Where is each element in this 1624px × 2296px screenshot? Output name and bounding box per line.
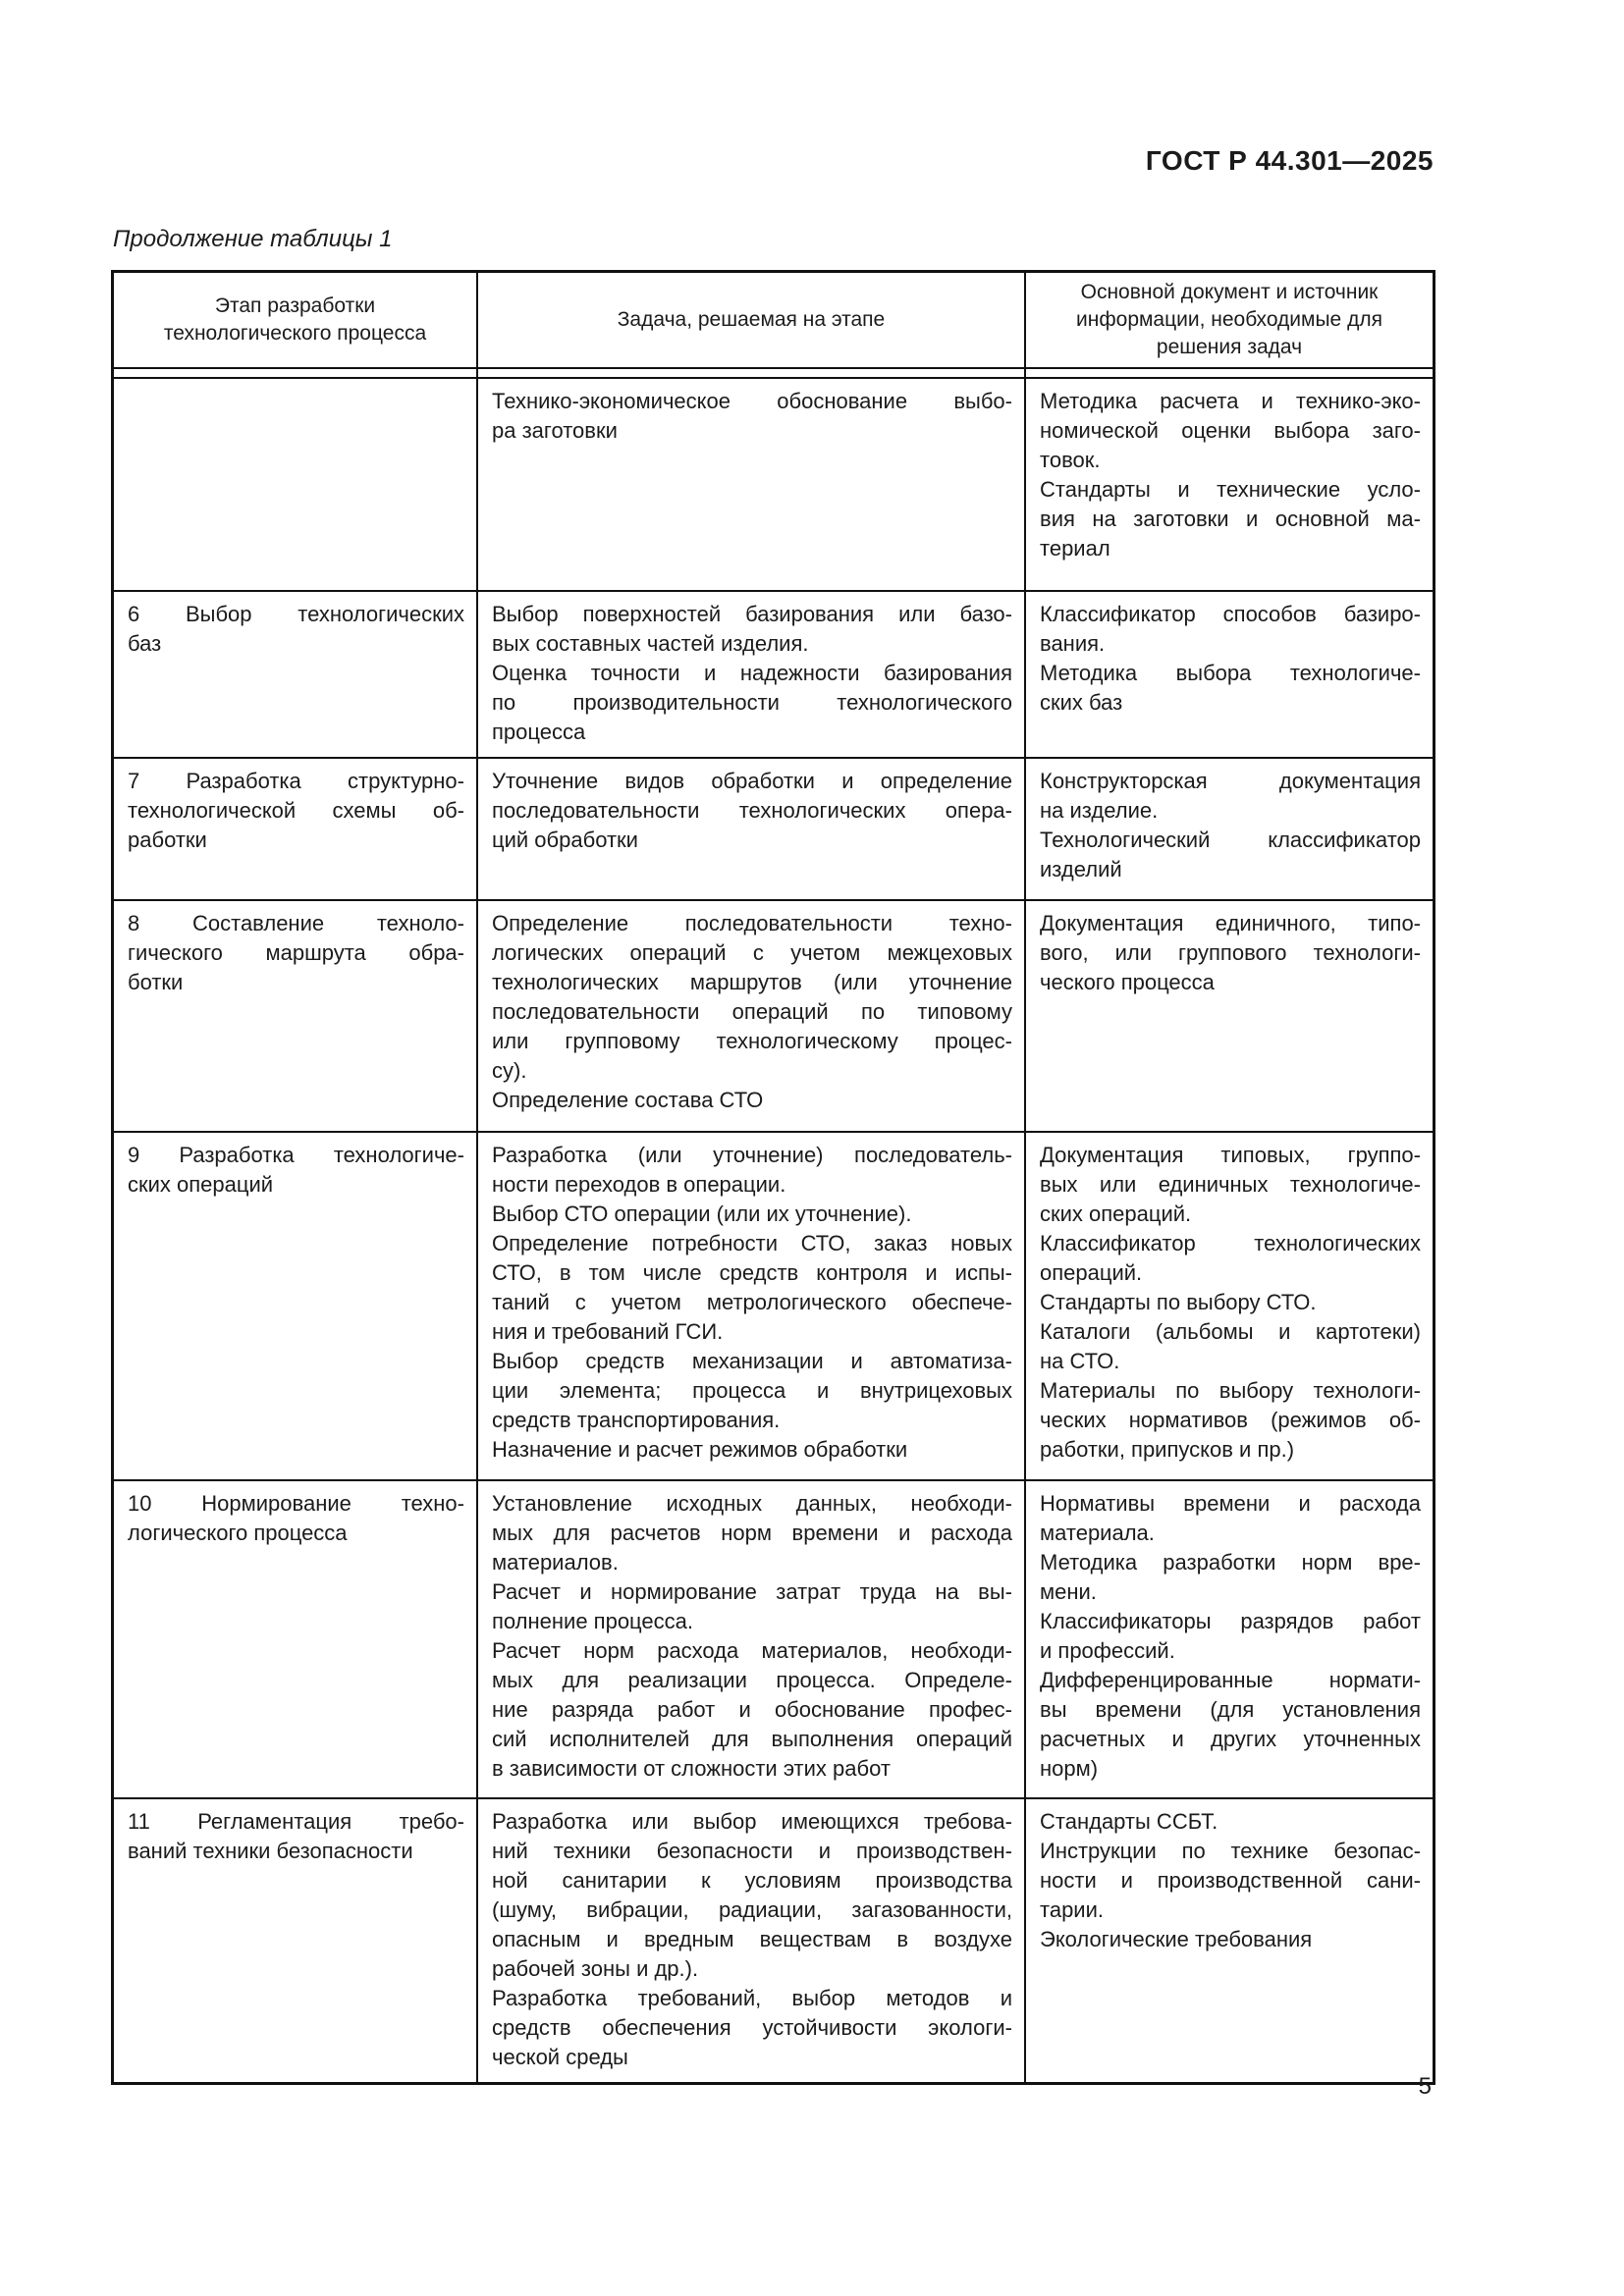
- cell-stage: [114, 1133, 478, 1479]
- header-line: технологического процесса: [163, 322, 427, 345]
- cell-line: опасным и вредным веществам в воздухе: [492, 1927, 1012, 1951]
- cell-line: сий исполнителей для выполнения операций: [492, 1727, 1012, 1751]
- cell-line: териал: [1040, 536, 1110, 561]
- cell-line: Классификаторы разрядов работ: [1040, 1609, 1421, 1633]
- cell-stage: [114, 592, 478, 757]
- cell-line: последовательности технологических опера-: [492, 798, 1012, 823]
- cell-line: норм): [1040, 1756, 1099, 1781]
- cell-line: Нормативы времени и расхода: [1040, 1491, 1421, 1516]
- cell-task: [478, 759, 1026, 899]
- header-line: Основной документ и источник: [1080, 281, 1379, 303]
- header-line: Этап разработки: [214, 294, 376, 317]
- cell-line: Определение состава СТО: [492, 1088, 764, 1112]
- cell-line: рабочей зоны и др.).: [492, 1956, 699, 1981]
- cell-docs: [1026, 379, 1433, 590]
- cell-line: Установление исходных данных, необходи-: [492, 1491, 1012, 1516]
- cell-docs: [1026, 592, 1433, 757]
- table: [111, 270, 1435, 2085]
- table-row: [114, 901, 1433, 1133]
- cell-line: ной санитарии к условиям производства: [492, 1868, 1012, 1893]
- cell-line: номической оценки выбора заго-: [1040, 418, 1421, 443]
- cell-line: Уточнение видов обработки и определение: [492, 769, 1012, 793]
- header-line: решения задач: [1156, 336, 1303, 358]
- cell-line: на изделие.: [1040, 798, 1159, 823]
- cell-line: средств транспортирования.: [492, 1408, 781, 1432]
- cell-stage: [114, 1481, 478, 1797]
- table-row: [114, 759, 1433, 901]
- cell-line: процесса: [492, 720, 586, 744]
- table-header-row: [114, 273, 1433, 369]
- cell-line: Разработка требований, выбор методов и: [492, 1986, 1012, 2010]
- cell-line: Классификатор способов базиро-: [1040, 602, 1421, 626]
- cell-line: Методика расчета и технико-эко-: [1040, 389, 1421, 413]
- cell-line: баз: [128, 631, 162, 656]
- cell-line: Экологические требования: [1040, 1927, 1313, 1951]
- cell-line: 8 Составление техноло-: [128, 911, 464, 935]
- header-body-separator: [114, 369, 1433, 379]
- cell-line: технологических маршрутов (или уточнение: [492, 970, 1012, 994]
- cell-line: расчетных и других уточненных: [1040, 1727, 1421, 1751]
- cell-line: ских операций.: [1040, 1201, 1192, 1226]
- cell-line: Разработка или выбор имеющихся требова-: [492, 1809, 1012, 1834]
- cell-line: 10 Нормирование техно-: [128, 1491, 464, 1516]
- cell-line: логических операций с учетом межцеховых: [492, 940, 1012, 965]
- cell-line: операций.: [1040, 1260, 1143, 1285]
- table-row: [114, 1133, 1433, 1481]
- cell-task: [478, 592, 1026, 757]
- cell-task: [478, 1133, 1026, 1479]
- cell-line: в зависимости от сложности этих работ: [492, 1756, 891, 1781]
- cell-line: Классификатор технологических: [1040, 1231, 1421, 1255]
- cell-line: тарии.: [1040, 1897, 1104, 1922]
- cell-task: [478, 379, 1026, 590]
- cell-line: материала.: [1040, 1521, 1155, 1545]
- cell-line: технологической схемы об-: [128, 798, 464, 823]
- cell-line: ний техники безопасности и производствен-: [492, 1839, 1012, 1863]
- separator-cell: [1026, 369, 1433, 377]
- cell-line: ских баз: [1040, 690, 1123, 715]
- cell-task: [478, 901, 1026, 1131]
- cell-line: работки, припусков и пр.): [1040, 1437, 1295, 1462]
- cell-line: полнение процесса.: [492, 1609, 693, 1633]
- table-row: [114, 1799, 1433, 2082]
- cell-line: Выбор поверхностей базирования или базо-: [492, 602, 1012, 626]
- cell-line: или групповому технологическому процес-: [492, 1029, 1012, 1053]
- header-line: информации, необходимые для: [1076, 308, 1382, 331]
- cell-task: [478, 1481, 1026, 1797]
- header-cell: [478, 273, 1026, 367]
- cell-line: Документация типовых, группо-: [1040, 1143, 1421, 1167]
- cell-line: 6 Выбор технологических: [128, 602, 464, 626]
- cell-line: (шуму, вибрации, радиации, загазованности,: [492, 1897, 1012, 1922]
- cell-line: ских операций: [128, 1172, 274, 1197]
- cell-line: Определение потребности СТО, заказ новых: [492, 1231, 1012, 1255]
- cell-docs: [1026, 1481, 1433, 1797]
- cell-line: Стандарты по выбору СТО.: [1040, 1290, 1317, 1314]
- cell-line: 11 Регламентация требо-: [128, 1809, 464, 1834]
- cell-line: таний с учетом метрологического обеспече-: [492, 1290, 1012, 1314]
- cell-stage: [114, 901, 478, 1131]
- cell-line: ра заготовки: [492, 418, 618, 443]
- cell-line: ческих нормативов (режимов об-: [1040, 1408, 1421, 1432]
- cell-line: ботки: [128, 970, 184, 994]
- cell-line: материалов.: [492, 1550, 619, 1575]
- header-cell: [114, 273, 478, 367]
- cell-stage: [114, 379, 478, 590]
- cell-line: Методика выбора технологиче-: [1040, 661, 1421, 685]
- cell-line: Документация единичного, типо-: [1040, 911, 1421, 935]
- table-row: [114, 379, 1433, 592]
- cell-line: Инструкции по технике безопас-: [1040, 1839, 1421, 1863]
- separator-cell: [114, 369, 478, 377]
- cell-line: последовательности операций по типовому: [492, 999, 1012, 1024]
- cell-line: ций обработки: [492, 828, 638, 852]
- cell-line: товок.: [1040, 448, 1101, 472]
- doc-code: ГОСТ Р 44.301—2025: [1145, 145, 1434, 176]
- cell-stage: [114, 1799, 478, 2082]
- cell-line: работки: [128, 828, 207, 852]
- cell-line: вого, или группового технологи-: [1040, 940, 1421, 965]
- table-caption: Продолжение таблицы 1: [113, 226, 393, 252]
- cell-line: мых для расчетов норм времени и расхода: [492, 1521, 1012, 1545]
- page-number: 5: [1418, 2073, 1432, 2100]
- cell-line: по производительности технологического: [492, 690, 1012, 715]
- cell-line: вы времени (для установления: [1040, 1697, 1421, 1722]
- cell-line: вых составных частей изделия.: [492, 631, 809, 656]
- cell-docs: [1026, 759, 1433, 899]
- cell-docs: [1026, 901, 1433, 1131]
- cell-line: Технологический классификатор: [1040, 828, 1421, 852]
- cell-line: ния и требований ГСИ.: [492, 1319, 724, 1344]
- cell-line: Определение последовательности техно-: [492, 911, 1012, 935]
- cell-line: логического процесса: [128, 1521, 348, 1545]
- cell-line: средств обеспечения устойчивости экологи-: [492, 2015, 1012, 2040]
- cell-line: 7 Разработка структурно-: [128, 769, 464, 793]
- table-row: [114, 1481, 1433, 1799]
- cell-task: [478, 1799, 1026, 2082]
- cell-line: ности и производственной сани-: [1040, 1868, 1421, 1893]
- cell-line: мени.: [1040, 1579, 1097, 1604]
- cell-line: ваний техники безопасности: [128, 1839, 413, 1863]
- cell-line: Стандарты и технические усло-: [1040, 477, 1421, 502]
- cell-line: ческой среды: [492, 2045, 628, 2069]
- header-line: Задача, решаемая на этапе: [617, 308, 886, 331]
- cell-line: Выбор СТО операции (или их уточнение).: [492, 1201, 912, 1226]
- cell-line: ности переходов в операции.: [492, 1172, 786, 1197]
- table-row: [114, 592, 1433, 759]
- cell-line: Разработка (или уточнение) последователь-: [492, 1143, 1012, 1167]
- cell-line: ции элемента; процесса и внутрицеховых: [492, 1378, 1012, 1403]
- cell-stage: [114, 759, 478, 899]
- cell-docs: [1026, 1799, 1433, 2082]
- cell-line: ние разряда работ и обоснование профес-: [492, 1697, 1012, 1722]
- cell-line: Конструкторская документация: [1040, 769, 1421, 793]
- cell-line: 9 Разработка технологиче-: [128, 1143, 464, 1167]
- cell-docs: [1026, 1133, 1433, 1479]
- cell-line: Выбор средств механизации и автоматиза-: [492, 1349, 1012, 1373]
- cell-line: изделий: [1040, 857, 1122, 881]
- cell-line: на СТО.: [1040, 1349, 1120, 1373]
- cell-line: су).: [492, 1058, 527, 1083]
- cell-line: СТО, в том числе средств контроля и испы-: [492, 1260, 1012, 1285]
- cell-line: Каталоги (альбомы и картотеки): [1040, 1319, 1421, 1344]
- cell-line: Назначение и расчет режимов обработки: [492, 1437, 908, 1462]
- cell-line: Расчет норм расхода материалов, необходи-: [492, 1638, 1012, 1663]
- cell-line: ческого процесса: [1040, 970, 1215, 994]
- cell-line: Стандарты ССБТ.: [1040, 1809, 1218, 1834]
- cell-line: Методика разработки норм вре-: [1040, 1550, 1421, 1575]
- cell-line: Дифференцированные нормати-: [1040, 1668, 1421, 1692]
- cell-line: Материалы по выбору технологи-: [1040, 1378, 1421, 1403]
- cell-line: мых для реализации процесса. Определе-: [492, 1668, 1012, 1692]
- cell-line: вия на заготовки и основной ма-: [1040, 507, 1421, 531]
- cell-line: вания.: [1040, 631, 1106, 656]
- cell-line: Расчет и нормирование затрат труда на вы-: [492, 1579, 1012, 1604]
- separator-cell: [478, 369, 1026, 377]
- cell-line: Оценка точности и надежности базирования: [492, 661, 1012, 685]
- cell-line: гического маршрута обра-: [128, 940, 464, 965]
- cell-line: Технико-экономическое обоснование выбо-: [492, 389, 1012, 413]
- cell-line: вых или единичных технологиче-: [1040, 1172, 1421, 1197]
- header-cell: [1026, 273, 1433, 367]
- cell-line: и профессий.: [1040, 1638, 1175, 1663]
